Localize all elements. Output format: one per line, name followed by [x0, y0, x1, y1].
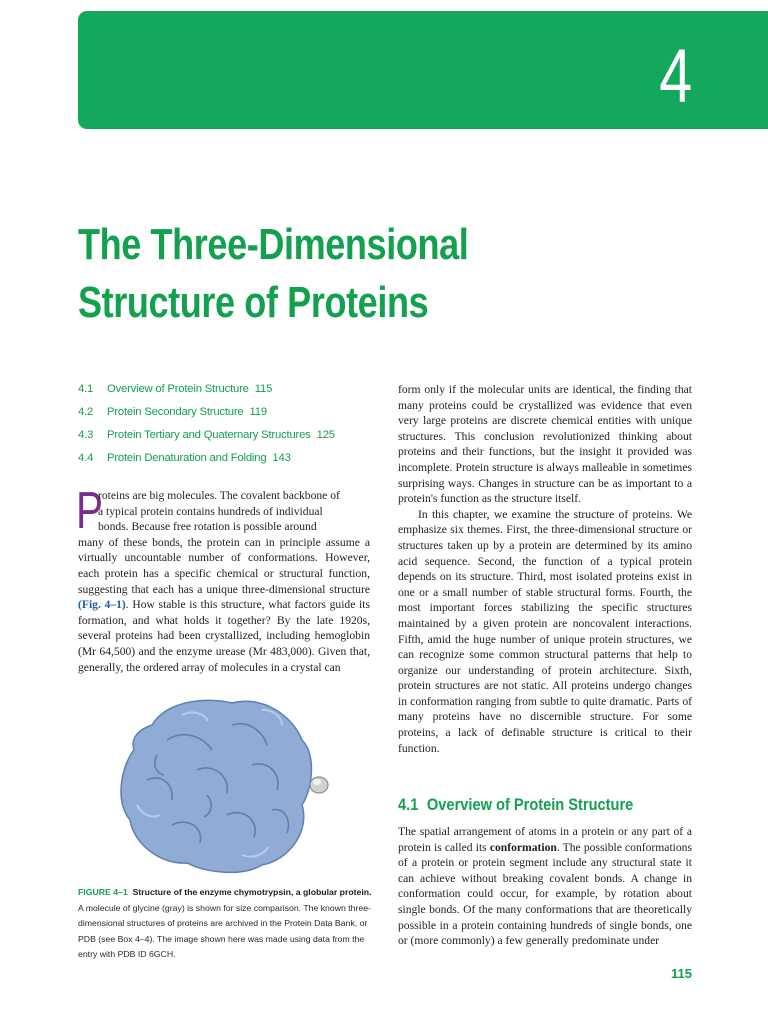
toc-entry[interactable] [78, 452, 378, 475]
intro-line: roteins are big molecules. The covalent backbone of [98, 489, 340, 502]
chymotrypsin-figure [112, 695, 352, 880]
toc-entry[interactable] [78, 429, 378, 452]
chapter-title-line: Structure of Proteins [78, 278, 429, 327]
term-conformation: conformation [489, 840, 557, 854]
intro-text: . How stable is this structure, what factors guide its formation, and what holds it together? By the late 1920s, several proteins had been crystallized, including hemoglobin (Mr 64,500) and the enzyme urease (Mr 483,000). Given that, generally, the ordered array of molecules in a crystal can [78, 598, 370, 674]
section-heading [398, 795, 656, 815]
toc-entry-number: 4.4 [78, 452, 94, 464]
chapter-contents [78, 383, 378, 475]
themes-paragraph: In this chapter, we examine the structure of proteins. We emphasize six themes. First, the three-dimensional structure or structures taken up by a protein are determined by its amino acid sequence. Second, the function of a typical protein depends on its structure. Third, most isolated proteins exist in one or a small number of stable structural forms. Fourth, the most important forces stabilizing the specific structures maintained by a given protein are noncovalent interactions. Fifth, amid the huge number of unique protein structures, we can recognize some common structural patterns that help to organize our understanding of protein architecture. Sixth, protein structures are not static. All proteins undergo changes in conformation ranging from subtle to quite dramatic. Parts of many proteins have no discernible structure. For some proteins, a lack of definable structure is critical to their function. [398, 507, 692, 755]
intro-continued-paragraph: form only if the molecular units are identical, the finding that many proteins could be crystallized was evidence that even very large proteins are discrete chemical entities with unique structures. This conclusion revolutionized thinking about proteins and their functions, but the insight it provided was incomplete. Protein structure is always malleable in sometimes surprising ways. Changes in structure can be as important to a protein's function as the structure itself. [398, 383, 692, 506]
intro-line: a typical protein contains hundreds of individual [98, 504, 323, 518]
chapter-number: 4 [659, 34, 692, 119]
figure-caption [78, 885, 373, 963]
section-text: . The possible conformations of a protein or protein segment include any structural state it can achieve without breaking covalent bonds. A change in conformation could occur, for example, by rotation about single bonds. Of the many conformations that are theoretically possible in a protein containing hundreds of single bonds, one or (more commonly) a few generally predominate under [398, 840, 692, 948]
toc-entry-title: Protein Tertiary and Quaternary Structures [107, 429, 311, 441]
figure-text: A molecule of glycine (gray) is shown for size comparison. The known three-dimensional structures of proteins are archived in the Protein Data Bank, or PDB (see Box 4–4). The image shown here was made using data from the entry with PDB ID 6GCH. [78, 902, 371, 960]
toc-entry[interactable] [78, 406, 378, 429]
toc-entry-number: 4.2 [78, 406, 94, 418]
toc-entry-number: 4.1 [78, 383, 94, 395]
figure-title: Structure of the enzyme chymotrypsin, a globular protein. [132, 887, 372, 897]
chapter-title-line: The Three-Dimensional [78, 220, 469, 269]
section-text: The spatial arrangement of atoms in a protein or any part of a protein is called its [398, 825, 692, 854]
drop-cap: P [76, 482, 104, 540]
toc-entry-title: Protein Denaturation and Folding [107, 452, 267, 464]
toc-entry[interactable] [78, 383, 378, 406]
protein-surface-image [121, 700, 311, 872]
figure-label: FIGURE 4–1 [78, 887, 128, 897]
toc-entry-page: 115 [254, 383, 273, 395]
page-number: 115 [671, 966, 692, 981]
glycine-molecule-image [310, 777, 328, 793]
section-paragraph [398, 824, 692, 949]
toc-entry-page: 119 [249, 406, 267, 418]
toc-entry-title: Overview of Protein Structure [107, 383, 249, 395]
intro-text: many of these bonds, the protein can in principle assume a virtually uncountable number of conformations. However, each protein has a specific chemical or structural function, suggesting that each has a unique three-dimensional structure [78, 535, 370, 596]
toc-entry-page: 143 [272, 452, 291, 464]
intro-right-column [398, 382, 692, 756]
intro-line: bonds. Because free rotation is possible around [98, 520, 317, 534]
toc-entry-number: 4.3 [78, 429, 94, 441]
toc-entry-title: Protein Secondary Structure [107, 406, 244, 418]
intro-paragraph [78, 535, 370, 675]
intro-left-column [76, 482, 370, 675]
chapter-title [78, 216, 638, 332]
toc-entry-page: 125 [316, 429, 335, 441]
figure-reference-link[interactable]: (Fig. 4–1) [78, 598, 126, 612]
intro-wrapped-lines [76, 482, 370, 540]
section-body [398, 824, 692, 949]
chapter-banner [78, 11, 768, 129]
section-number: 4.1 [398, 795, 419, 814]
section-title: Overview of Protein Structure [426, 795, 634, 814]
